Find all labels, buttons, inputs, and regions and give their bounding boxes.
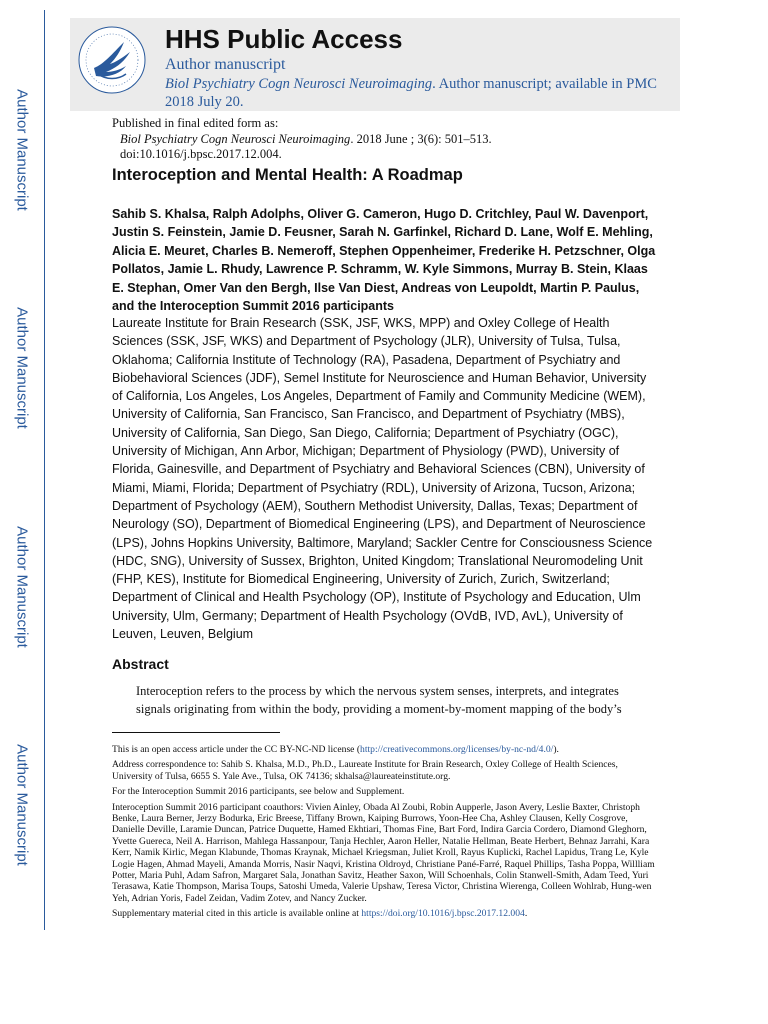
coauthors-note: Interoception Summit 2016 participant coauthors: Vivien Ainley, Obada Al Zoubi, Robin Aupperle, Jason Avery, Leslie Baxter, Christoph Benke, Laura Berner, Jerzy Bodurka, Eric Breese, Tiffany Brown, Kaiping Burrows, Yoon-Hee Cha, Ashley Clausen, Kelly Cosgrove, Danielle Deville, Laramie Duncan, Patrice Duquette, Hamed Ekhtiari, Thomas Fine, Bart Ford, Indira Garcia Cordero, Diamond Gleghorn, Yvette Guereca, Neil A. Harrison, Mahlega Hassanpour, Tanja Hechler, Aaron Heller, Natalie Hellman, Beate Herbert, Behnaz Jarrahi, Kara Kerr, Namik Kirlic, Megan Klabunde, Thomas Kraynak, Michael Kriegsman, Juliet Kroll, Rayus Kuplicki, Rachel Lapidus, Trang Le, Kyle Logie Hagen, Ahmad Mayeli, Amanda Morris, Nasir Naqvi, Kristina Oldroyd, Christiane Pané-Farré, Raquel Phillips, Tasha Poppa, Willliam Potter, Maria Puhl, Adam Safron, Margaret Sala, Jonathan Savitz, Heather Saxon, Will Schoenhals, Colin Stanwell-Smith, Adam Teed, Yuri Terasawa, Katie Thompson, Marisa Toups, Satoshi Umeda, Valerie Upshaw, Teresa Victor, Christina Wierenga, Colleen Wohlrab, Hung-wen Yeh, Adrian Yoris, Fadel Zeidan, Vadim Zotev, and Nancy Zucker.: [112, 801, 655, 904]
journal-name: Biol Psychiatry Cogn Neurosci Neuroimaging: [165, 76, 433, 92]
correspondence-note: Address correspondence to: Sahib S. Khalsa, M.D., Ph.D., Laureate Institute for Brain Research, Oxley College of Health Sciences, University of Tulsa, 6655 S. Yale Ave., Tulsa, OK 74136; skhalsa@laureateinstitute.org.: [112, 759, 618, 782]
author-manuscript-label: Author manuscript: [165, 56, 286, 73]
footnotes: [112, 744, 657, 924]
author-list: Sahib S. Khalsa, Ralph Adolphs, Oliver G. Cameron, Hugo D. Critchley, Paul W. Davenport, Justin S. Feinstein, Jamie D. Feusner, Sarah N. Garfinkel, Richard D. Lane, Wolf E. Mehling, Alicia E. Meuret, Charles B. Nemeroff, Stephen Oppenheimer, Frederike H. Petzschner, Olga Pollatos, Jamie L. Rhudy, Lawrence P. Schramm, W. Kyle Simmons, Murray B. Stein, Klaas E. Stephan, Omer Van den Bergh, Ilse Van Diest, Andreas von Leupoldt, Martin P. Paulus, and the Interoception Summit 2016 participants: [112, 207, 656, 314]
journal-availability: [165, 75, 675, 111]
hhs-eagle-seal-icon: [76, 24, 148, 96]
supplement-note: Supplementary material cited in this article is available online at https://doi.org/10.1016/j.bpsc.2017.12.004.: [112, 908, 528, 920]
citation-details: . 2018 June ; 3(6): 501–513. doi:10.1016/j.bpsc.2017.12.004.: [120, 132, 492, 161]
hhs-title: HHS Public Access: [165, 24, 403, 54]
supplement-link[interactable]: https://doi.org/10.1016/j.bpsc.2017.12.004: [361, 908, 525, 920]
sidebar-rule: [44, 10, 45, 930]
sidebar: Author Manuscript Author Manuscript Author Manuscript Author Manuscript: [0, 0, 45, 930]
abstract-text: Interoception refers to the process by which the nervous system senses, interprets, and integrates signals originating from within the body, providing a moment-by-moment mapping of the body’s: [136, 684, 622, 716]
published-label: Published in final edited form as:: [112, 116, 279, 130]
citation: [120, 132, 640, 162]
availability-text: . Author manuscript; available in PMC 2018 July 20.: [165, 76, 657, 110]
summit-note: For the Interoception Summit 2016 participants, see below and Supplement.: [112, 786, 405, 798]
abstract-heading: Abstract: [112, 656, 169, 672]
citation-journal: Biol Psychiatry Cogn Neurosci Neuroimaging: [120, 132, 351, 146]
footnote-rule: [112, 732, 280, 733]
article-title: Interoception and Mental Health: A Roadmap: [112, 166, 463, 184]
license-link[interactable]: http://creativecommons.org/licenses/by-nc-nd/4.0/: [360, 744, 554, 755]
affiliations: Laureate Institute for Brain Research (SSK, JSF, WKS, MPP) and Oxley College of Health Sciences (SSK, JSF, WKS) and Department of Psychology (JLR), University of Tulsa, Tulsa, Oklahoma; California Institute of Technology (RA), Pasadena, Department of Psychiatry and Biobehavioral Sciences (JDF), Semel Institute for Neuroscience and Human Behavior, University of California, Los Angeles, Los Angeles, Department of Family and Community Medicine (WEM), University of California, San Francisco, San Francisco, and Department of Psychiatry (MBS), University of California, San Diego, San Diego, California; Department of Psychiatry (OGC), University of Michigan, Ann Arbor, Michigan; Department of Physiology (PWD), University of Florida, Gainesville, and Department of Psychiatry and Behavioral Sciences (CBN), University of Miami, Miami, Florida; Department of Psychiatry (RDL), University of Arizona, Tucson, Arizona; Department of Psychology (AEM), Southern Methodist University, Dallas, Texas; Department of Neurology (SO), Department of Biomedical Engineering (LPS), and Department of Neuroscience (LPS), Johns Hopkins University, Baltimore, Maryland; Sackler Centre for Consciousness Science (HDC, SNG), University of Sussex, Brighton, United Kingdom; Translational Neuromodeling Unit (FHP, KES), Institute for Biomedical Engineering, University of Zurich, Zurich, Switzerland; Department of Clinical and Health Psychology (OP), Institute of Psychology and Education, Ulm University, Ulm, Germany; Department of Health Psychology (OVdB, IVD, AvL), University of Leuven, Leuven, Belgium: [112, 316, 653, 642]
license-note: This is an open access article under the CC BY-NC-ND license (http://creativecommons.org/licenses/by-nc-nd/4.0/).: [112, 744, 559, 755]
